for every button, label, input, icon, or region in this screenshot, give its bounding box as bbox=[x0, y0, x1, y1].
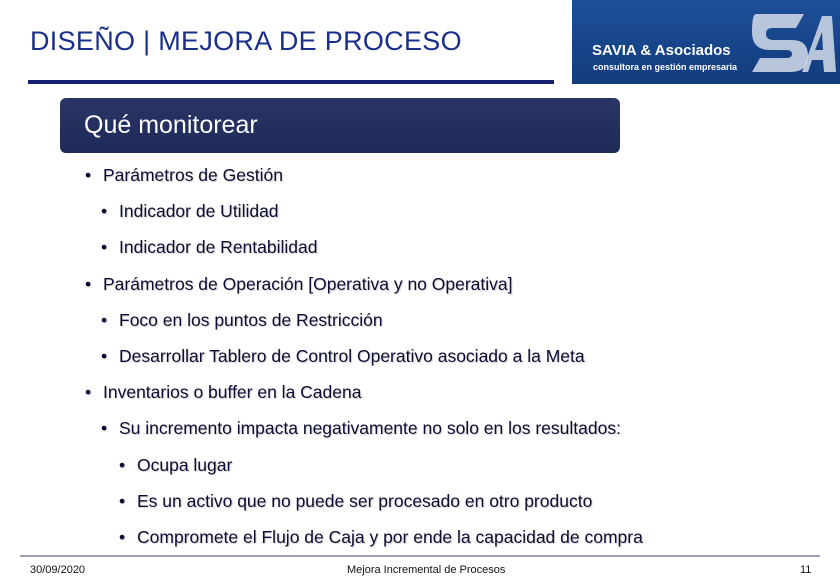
bullet-dot: • bbox=[101, 418, 108, 438]
bullet-text: Parámetros de Operación [Operativa y no Operativa] bbox=[103, 274, 513, 294]
bullet-item-level-2 bbox=[101, 201, 279, 222]
bullet-item-level-2 bbox=[101, 346, 585, 367]
bullet-text: Inventarios o buffer en la Cadena bbox=[103, 382, 362, 402]
bullet-text: Indicador de Rentabilidad bbox=[119, 237, 318, 257]
bullet-text: Desarrollar Tablero de Control Operativo asociado a la Meta bbox=[119, 346, 585, 366]
footer-title: Mejora Incremental de Procesos bbox=[347, 564, 506, 576]
bullet-text: Indicador de Utilidad bbox=[119, 201, 279, 221]
bullet-text: Compromete el Flujo de Caja y por ende la capacidad de compra bbox=[137, 527, 643, 547]
bullet-item-level-2 bbox=[101, 310, 383, 331]
footer-date: 30/09/2020 bbox=[30, 564, 86, 576]
bullet-text: Su incremento impacta negativamente no solo en los resultados: bbox=[119, 418, 621, 438]
bullet-item-level-2 bbox=[101, 237, 317, 258]
footer-page-number: 11 bbox=[800, 564, 812, 576]
section-bar bbox=[60, 98, 620, 153]
bullet-item-level-1 bbox=[85, 274, 513, 295]
section-title: Qué monitorear bbox=[84, 111, 258, 139]
bullet-item-level-1 bbox=[85, 382, 361, 403]
header-title: DISEÑO | MEJORA DE PROCESO bbox=[30, 26, 462, 56]
company-logo bbox=[572, 0, 840, 84]
bullet-item-level-1 bbox=[85, 165, 283, 186]
logo-name: SAVIA & Asociados bbox=[592, 42, 731, 59]
bullet-dot: • bbox=[85, 274, 92, 294]
bullet-dot: • bbox=[85, 165, 92, 185]
bullet-text: Es un activo que no puede ser procesado en otro producto bbox=[137, 491, 593, 511]
bullet-text: Foco en los puntos de Restricción bbox=[119, 310, 383, 330]
bullet-dot: • bbox=[101, 237, 108, 257]
bullet-item-level-3 bbox=[119, 491, 592, 512]
bullet-item-level-2 bbox=[101, 418, 621, 439]
footer-rule bbox=[20, 555, 820, 557]
bullet-dot: • bbox=[101, 310, 108, 330]
bullet-dot: • bbox=[101, 201, 108, 221]
bullet-dot: • bbox=[119, 527, 126, 547]
bullet-item-level-3 bbox=[119, 455, 232, 476]
bullet-dot: • bbox=[101, 346, 108, 366]
bullet-item-level-3 bbox=[119, 527, 643, 548]
bullet-dot: • bbox=[119, 491, 126, 511]
logo-tagline: consultora en gestión empresaria bbox=[593, 62, 738, 72]
bullet-text: Ocupa lugar bbox=[137, 455, 233, 475]
bullet-dot: • bbox=[85, 382, 92, 402]
header-rule bbox=[28, 80, 554, 84]
logo-mark-icon bbox=[752, 8, 836, 80]
bullet-dot: • bbox=[119, 455, 126, 475]
bullet-text: Parámetros de Gestión bbox=[103, 165, 283, 185]
